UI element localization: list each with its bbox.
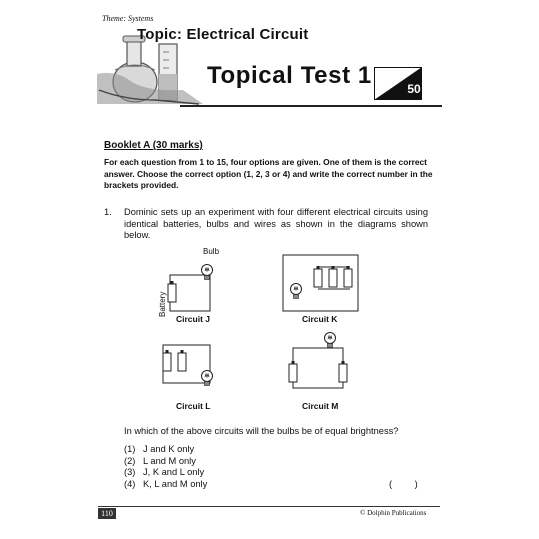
circuit-k-label: Circuit K: [302, 314, 338, 324]
option-number: (3): [124, 467, 136, 477]
topic-title: Topic: Electrical Circuit: [137, 26, 309, 43]
theme-label: Theme: Systems: [102, 14, 154, 23]
question-number: 1.: [104, 207, 112, 217]
header-divider: [180, 105, 442, 107]
instructions: For each question from 1 to 15, four options are given. One of them is the correct answer. Choose the correct option (1, 2, 3 or 4) and write the correct number in the brackets provided.: [104, 157, 433, 190]
bulb-label: Bulb: [203, 247, 220, 256]
circuit-j-label: Circuit J: [176, 314, 211, 324]
question-prompt: In which of the above circuits will the bulbs be of equal brightness?: [124, 426, 399, 436]
option-text: J and K only: [143, 444, 195, 454]
option-number: (4): [124, 479, 136, 489]
score-total: 50: [407, 82, 421, 96]
option-4: [124, 479, 207, 489]
option-text: J, K and L only: [143, 467, 205, 477]
circuit-j: [168, 265, 213, 312]
answer-bracket[interactable]: ( ): [389, 479, 419, 489]
test-title: Topical Test 1: [207, 62, 372, 89]
option-text: L and M only: [143, 456, 196, 466]
option-number: (2): [124, 456, 136, 466]
question-text: Dominic sets up an experiment with four different electrical circuits using identical batteries, bulbs and wires as shown in the diagrams shown below.: [124, 207, 428, 240]
footer-divider: [98, 506, 440, 507]
circuit-l-label: Circuit L: [176, 401, 211, 411]
publisher-credit: © Dolphin Publications: [360, 509, 427, 517]
option-1: [124, 444, 194, 454]
circuit-k: [283, 255, 358, 311]
circuit-m-label: Circuit M: [302, 401, 339, 411]
circuit-m: [289, 333, 347, 389]
circuit-diagrams: [150, 245, 370, 420]
option-text: K, L and M only: [143, 479, 208, 489]
booklet-heading: Booklet A (30 marks): [104, 140, 203, 151]
option-number: (1): [124, 444, 136, 454]
page-number: 110: [98, 508, 116, 519]
option-3: [124, 467, 204, 477]
battery-label: Battery: [158, 291, 167, 317]
circuit-l: [163, 345, 213, 386]
option-2: [124, 456, 196, 466]
